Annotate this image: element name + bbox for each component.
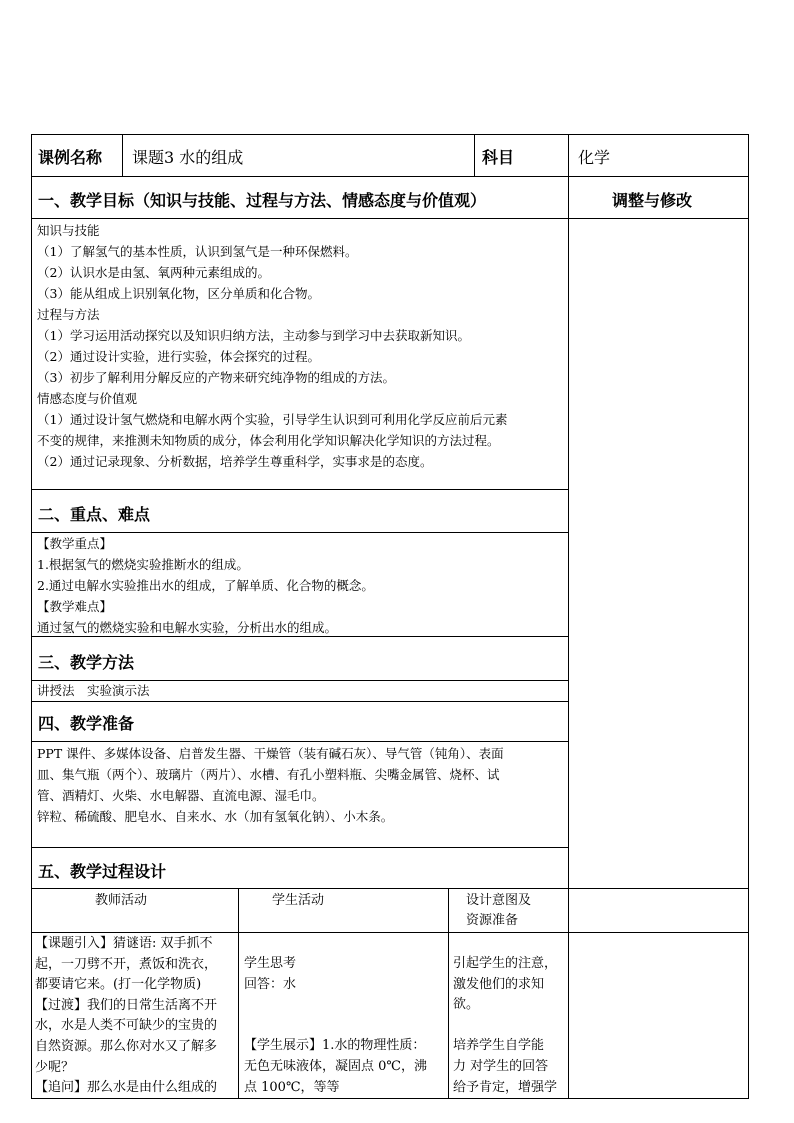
- course-name-label: 课例名称: [38, 148, 103, 167]
- teacher-line: 自然资源。那么你对水又了解多: [35, 1038, 218, 1054]
- goals-title: 一、教学目标（知识与技能、过程与方法、情感态度与价值观）: [38, 191, 487, 210]
- row-line-goals-end: [31, 489, 568, 490]
- goals-line: 知识与技能: [37, 223, 100, 238]
- row-line-goals-title: [31, 218, 749, 219]
- row-line-method-end: [31, 701, 568, 702]
- subject-label: 科目: [482, 148, 515, 167]
- key-line: 通过氢气的燃烧实验和电解水实验，分析出水的组成。: [37, 620, 338, 635]
- table-border-right: [748, 134, 749, 1099]
- key-line: 1.根据氢气的燃烧实验推断水的组成。: [37, 557, 249, 572]
- col-header-intent-2: 资源准备: [466, 913, 519, 928]
- student-line: 【学生展示】1.水的物理性质：: [244, 1038, 426, 1054]
- teacher-line: 起，一刀劈不开，煮饭和洗衣，: [35, 956, 218, 972]
- student-line: 无色无味液体，凝固点 0℃，沸: [244, 1058, 427, 1074]
- key-points-title: 二、重点、难点: [38, 505, 151, 524]
- intent-line: 激发他们的求知: [453, 976, 545, 992]
- table-border-top: [31, 134, 749, 135]
- goals-line: 不变的规律，来推测未知物质的成分，体会利用化学知识解决化学知识的方法过程。: [37, 433, 500, 448]
- header-divider-1: [122, 134, 123, 177]
- teacher-line: 【过渡】我们的日常生活离不开: [35, 997, 218, 1013]
- intent-line: 力 对学生的回答: [453, 1058, 549, 1074]
- goals-line: 情感态度与价值观: [37, 391, 138, 406]
- goals-content: [37, 220, 567, 472]
- table-border-left: [31, 134, 32, 1099]
- goals-line: 过程与方法: [37, 307, 100, 322]
- intent-line: [453, 1016, 567, 1037]
- goals-line: （1）了解氢气的基本性质，认识到氢气是一种环保燃料。: [37, 244, 358, 259]
- design-intent-cell: [453, 954, 567, 1098]
- intent-line: 引起学生的注意，: [453, 956, 558, 971]
- prep-line: 皿、集气瓶（两个）、玻璃片（两片）、水槽、有孔小塑料瓶、尖嘴金属管、烧杯、试: [37, 767, 500, 782]
- row-line-header: [31, 176, 749, 177]
- process-divider-2: [448, 888, 449, 1099]
- student-line: 回答：水: [244, 976, 297, 992]
- goals-line: （2）通过设计实验，进行实验，体会探究的过程。: [37, 349, 320, 364]
- goals-line: （1）通过设计氢气燃烧和电解水两个实验，引导学生认识到可利用化学反应前后元素: [37, 412, 508, 427]
- prep-line: 管、酒精灯、火柴、水电解器、直流电源、湿毛巾。: [37, 788, 325, 803]
- key-line: 【教学难点】: [37, 599, 113, 614]
- col-header-intent-1: 设计意图及: [466, 893, 532, 908]
- teacher-line: 都要请它来。(打一化学物质): [35, 977, 202, 993]
- prep-title: 四、教学准备: [38, 714, 135, 733]
- process-title: 五、教学过程设计: [38, 862, 167, 881]
- teacher-line: 【追问】那么水是由什么组成的: [35, 1080, 218, 1096]
- adjust-title: 调整与修改: [612, 191, 693, 210]
- subject-value: 化学: [578, 148, 611, 167]
- student-line: [244, 995, 446, 1016]
- teacher-activity-cell: [35, 934, 237, 1099]
- key-line: 【教学重点】: [37, 536, 113, 551]
- header-divider-2: [474, 134, 475, 177]
- row-line-process-header: [31, 932, 749, 933]
- student-line: 学生思考: [244, 956, 297, 971]
- key-points-content: [37, 533, 567, 638]
- goals-line: （1）学习运用活动探究以及知识归纳方法，主动参与到学习中去获取新知识。: [37, 328, 470, 343]
- key-line: 2.通过电解水实验推出水的组成，了解单质、化合物的概念。: [37, 578, 374, 593]
- prep-line: 锌粒、稀硫酸、肥皂水、自来水、水（加有氢氧化钠）、小木条。: [37, 809, 394, 824]
- col-header-teacher: 教师活动: [95, 893, 148, 908]
- adjust-column-divider: [568, 134, 569, 1099]
- intent-line: 给予肯定，增强学: [453, 1079, 558, 1095]
- teacher-line: 水，水是人类不可缺少的宝贵的: [35, 1018, 218, 1034]
- row-line-prep-title: [31, 741, 568, 742]
- row-line-process-title: [31, 888, 749, 889]
- intent-line: 培养学生自学能: [453, 1038, 545, 1054]
- prep-line: PPT 课件、多媒体设备、启普发生器、干燥管（装有碱石灰）、导气管（钝角）、表面: [37, 746, 504, 761]
- process-divider-1: [238, 888, 239, 1099]
- teacher-line: 少呢？: [35, 1059, 75, 1075]
- course-name-value: 课题3 水的组成: [132, 148, 244, 167]
- method-title: 三、教学方法: [38, 653, 135, 672]
- method-text: 讲授法 实验演示法: [37, 683, 150, 698]
- teacher-line: 【课题引入】猜谜语: 双手抓不: [35, 936, 213, 951]
- goals-line: （3）初步了解利用分解反应的产物来研究纯净物的组成的方法。: [37, 370, 395, 385]
- goals-line: （3）能从组成上识别氧化物，区分单质和化合物。: [37, 286, 320, 301]
- goals-line: （2）通过记录现象、分析数据，培养学生尊重科学，实事求是的态度。: [37, 454, 433, 469]
- col-header-student: 学生活动: [272, 893, 325, 908]
- student-line: 点 100℃，等等: [244, 1079, 340, 1095]
- student-activity-cell: [244, 954, 446, 1098]
- row-line-prep-end: [31, 847, 568, 848]
- intent-line: 欲。: [453, 997, 480, 1013]
- student-line: [244, 1016, 446, 1037]
- prep-content: [37, 743, 567, 827]
- goals-line: （2）认识水是由氢、氧两种元素组成的。: [37, 265, 270, 280]
